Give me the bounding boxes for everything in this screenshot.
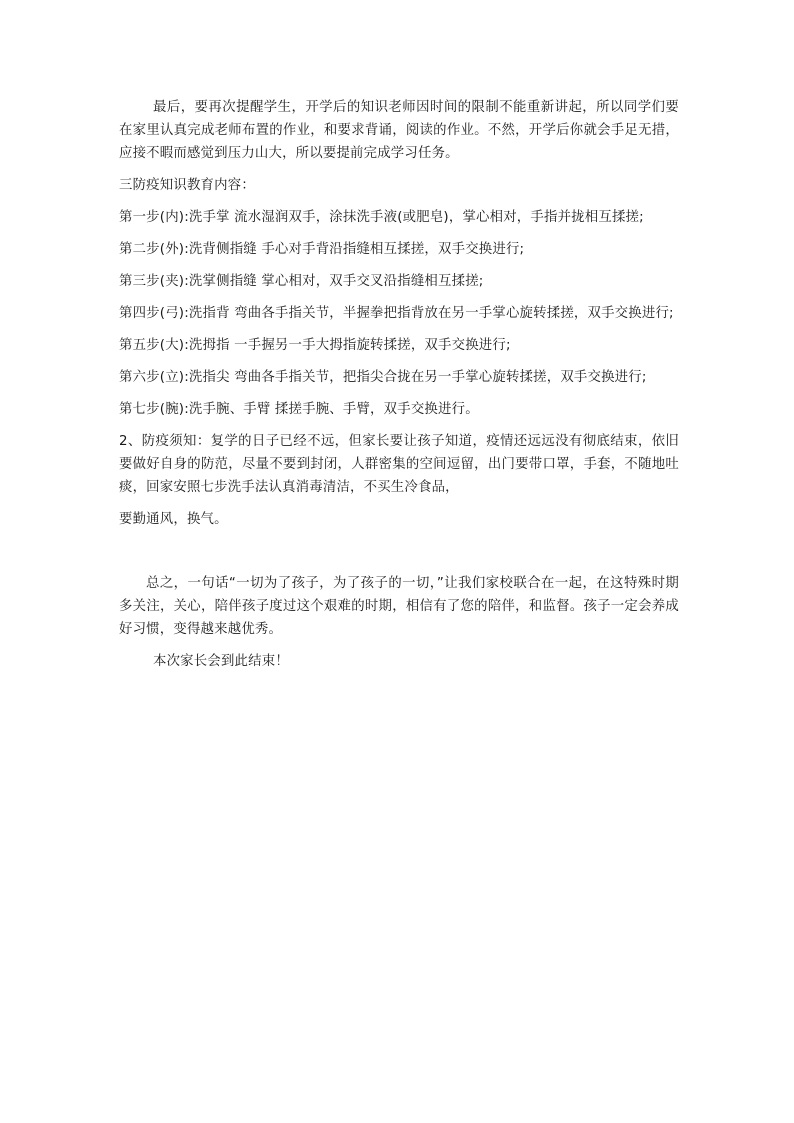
step-3: 第三步(夹):洗掌侧指缝 掌心相对，双手交叉沿指缝相互揉搓; <box>119 274 484 289</box>
notice-paragraph: 2、防疫须知：复学的日子已经不远，但家长要让孩子知道，疫情还远远没有彻底结束，依旧要做好自身的防范，尽量不要到封闭，人群密集的空间逗留，出门要带口罩，手套，不随地吐痰，回家安照七步洗手法认真消毒清洁，不买生冷食品， <box>119 434 679 495</box>
step-2: 第二步(外):洗背侧指缝 手心对手背沿指缝相互揉搓，双手交换进行; <box>119 242 525 257</box>
step-6: 第六步(立):洗指尖 弯曲各手指关节，把指尖合拢在另一手掌心旋转揉搓，双手交换进行; <box>119 370 647 385</box>
step-7: 第七步(腕):洗手腕、手臂 揉搓手腕、手臂，双手交换进行。 <box>119 402 479 417</box>
summary-paragraph: 总之，一句话“一切为了孩子，为了孩子的一切，”让我们家校联合在一起，在这特殊时期多关注，关心，陪伴孩子度过这个艰难的时期，相信有了您的陪伴，和监督。孩子一定会养成好习惯，变得越来越优秀。 <box>119 576 679 637</box>
document-body <box>119 96 679 673</box>
closing-line: 本次家长会到此结束！ <box>153 654 289 669</box>
notice-tail: 要勤通风，换气。 <box>119 512 228 527</box>
step-4: 第四步(弓):洗指背 弯曲各手指关节，半握拳把指背放在另一手掌心旋转揉搓，双手交换进行; <box>119 306 674 321</box>
step-1: 第一步(内):洗手掌 流水湿润双手，涂抹洗手液(或肥皂)，掌心相对，手指并拢相互揉搓; <box>119 210 644 225</box>
section-heading: 三防疫知识教育内容： <box>119 178 255 193</box>
step-5: 第五步(大):洗拇指 一手握另一手大拇指旋转揉搓，双手交换进行; <box>119 338 511 353</box>
intro-paragraph: 最后，要再次提醒学生，开学后的知识老师因时间的限制不能重新讲起，所以同学们要在家里认真完成老师布置的作业，和要求背诵，阅读的作业。不然，开学后你就会手足无措，应接不暇而感觉到压力山大，所以要提前完成学习任务。 <box>119 100 679 161</box>
